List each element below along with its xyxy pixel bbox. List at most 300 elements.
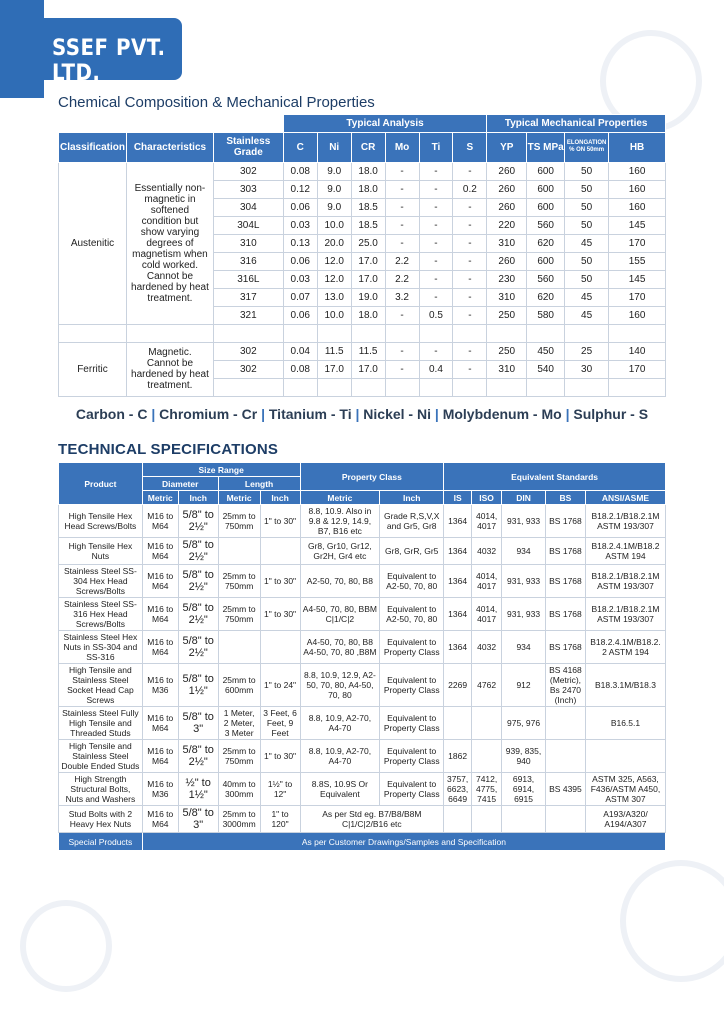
- data-cell: 0.06: [283, 306, 317, 324]
- data-cell: 11.5: [317, 342, 351, 360]
- spec-cell: 1364: [444, 505, 472, 538]
- spec-cell: Equivalent to Property Class: [380, 707, 444, 740]
- spec-cell: 931, 933: [502, 505, 546, 538]
- data-cell: 3.2: [385, 288, 419, 306]
- data-cell: 50: [565, 252, 609, 270]
- empty-cell: [351, 324, 385, 342]
- spec-cell: [218, 631, 260, 664]
- data-cell: 310: [213, 234, 283, 252]
- spec-cell: A2-50, 70, 80, B8: [300, 565, 380, 598]
- spec-cell: 8.8, 10.9. Also in 9.8 & 12.9, 14.9, B7, B16 etc: [300, 505, 380, 538]
- header-diameter-inch: Inch: [178, 491, 218, 505]
- data-cell: -: [385, 306, 419, 324]
- data-cell: 145: [609, 270, 666, 288]
- data-cell: 25.0: [351, 234, 385, 252]
- data-cell: 260: [487, 198, 527, 216]
- spec-cell: Equivalent to Property Class: [380, 631, 444, 664]
- data-cell: 0.08: [283, 360, 317, 378]
- header-typical-analysis: Typical Analysis: [283, 115, 487, 133]
- data-cell: -: [385, 162, 419, 180]
- header-class-metric: Metric: [300, 491, 380, 505]
- data-cell: 230: [487, 270, 527, 288]
- spec-cell: 5/8" to 2½": [178, 538, 218, 565]
- data-cell: -: [453, 234, 487, 252]
- header-hb: HB: [609, 132, 666, 162]
- legend-sulphur: Sulphur - S: [573, 406, 649, 422]
- data-cell: 302: [213, 360, 283, 378]
- empty-cell: [609, 324, 666, 342]
- spec-cell: 1" to 120": [260, 806, 300, 833]
- header-classification: Classification: [59, 132, 127, 162]
- legend-carbon: Carbon - C: [75, 406, 148, 422]
- data-cell: 317: [213, 288, 283, 306]
- header-is: IS: [444, 491, 472, 505]
- spec-cell: B18.2.4.1M/B18.2. 2 ASTM 194: [585, 631, 665, 664]
- spec-cell: [260, 631, 300, 664]
- spec-cell: Gr8, Gr10, Gr12, Gr2H, Gr4 etc: [300, 538, 380, 565]
- data-cell: 50: [565, 198, 609, 216]
- spec-cell: 4014, 4017: [472, 598, 502, 631]
- data-cell: 303: [213, 180, 283, 198]
- data-cell: 0.03: [283, 270, 317, 288]
- table-row: [59, 565, 666, 598]
- spec-cell: 25mm to 3000mm: [218, 806, 260, 833]
- classification-cell: Austenitic: [59, 162, 127, 324]
- header-mechanical-properties: Typical Mechanical Properties: [487, 115, 666, 133]
- data-cell: 0.06: [283, 252, 317, 270]
- header-length: Length: [218, 477, 300, 491]
- spec-cell: Equivalent to A2-50, 70, 80: [380, 598, 444, 631]
- data-cell: 310: [487, 234, 527, 252]
- empty-cell: [419, 324, 453, 342]
- header-ts: TS MPa: [527, 132, 565, 162]
- spec-cell: A193/A320/ A194/A307: [585, 806, 665, 833]
- data-cell: 17.0: [317, 360, 351, 378]
- legend-nickel: Nickel - Ni: [363, 406, 431, 422]
- spec-cell: B18.2.4.1M/B18.2 ASTM 194: [585, 538, 665, 565]
- legend-molybdenum: Molybdenum - Mo: [442, 406, 562, 422]
- spec-cell: 6913, 6914, 6915: [502, 773, 546, 806]
- spec-cell: 5/8" to 2½": [178, 505, 218, 538]
- spec-cell: [502, 806, 546, 833]
- header-length-metric: Metric: [218, 491, 260, 505]
- header-size-range: Size Range: [142, 463, 300, 477]
- spec-cell: 912: [502, 664, 546, 707]
- data-cell: 160: [609, 180, 666, 198]
- spec-cell: ½" to 1½": [178, 773, 218, 806]
- legend-chromium: Chromium - Cr: [159, 406, 258, 422]
- section-title-chemical: Chemical Composition & Mechanical Properties: [58, 94, 375, 111]
- spec-cell: 5/8" to 2½": [178, 598, 218, 631]
- data-cell: 560: [527, 216, 565, 234]
- table-row: [59, 162, 666, 180]
- data-cell: -: [385, 216, 419, 234]
- data-cell: 17.0: [351, 252, 385, 270]
- data-cell: 310: [487, 288, 527, 306]
- spec-cell: 25mm to 750mm: [218, 565, 260, 598]
- data-cell: -: [419, 342, 453, 360]
- brand-banner: [0, 18, 182, 86]
- empty-cell: [565, 378, 609, 396]
- product-cell: Stainless Steel SS-304 Hex Head Screws/Bolts: [59, 565, 143, 598]
- spec-cell: Gr8, GrR, Gr5: [380, 538, 444, 565]
- empty-cell: [565, 324, 609, 342]
- spec-cell: 3 Feet, 6 Feet, 9 Feet: [260, 707, 300, 740]
- data-cell: 260: [487, 252, 527, 270]
- spec-cell: Equivalent to A2-50, 70, 80: [380, 565, 444, 598]
- spec-cell: [545, 707, 585, 740]
- spec-cell: [472, 740, 502, 773]
- data-cell: 170: [609, 234, 666, 252]
- spec-cell: 975, 976: [502, 707, 546, 740]
- header-ni: Ni: [317, 132, 351, 162]
- spec-cell: 8.8, 10.9, 12.9, A2-50, 70, 80, A4-50, 70, 80: [300, 664, 380, 707]
- table-row: [59, 664, 666, 707]
- spec-cell: 1 Meter, 2 Meter, 3 Meter: [218, 707, 260, 740]
- spec-cell: 25mm to 750mm: [218, 740, 260, 773]
- spec-cell: M16 to M64: [142, 631, 178, 664]
- separator-row: [59, 324, 666, 342]
- spec-cell: [545, 740, 585, 773]
- data-cell: 600: [527, 180, 565, 198]
- product-cell: High Tensile and Stainless Steel Socket Head Cap Screws: [59, 664, 143, 707]
- spec-cell: 4032: [472, 538, 502, 565]
- empty-cell: [419, 378, 453, 396]
- spec-cell: Equivalent to Property Class: [380, 773, 444, 806]
- data-cell: -: [453, 360, 487, 378]
- spec-cell: 8.8, 10.9, A2-70, A4-70: [300, 707, 380, 740]
- spec-cell: BS 1768: [545, 505, 585, 538]
- data-cell: 18.5: [351, 216, 385, 234]
- data-cell: 302: [213, 162, 283, 180]
- data-cell: 17.0: [351, 270, 385, 288]
- product-cell: High Tensile Hex Nuts: [59, 538, 143, 565]
- header-s: S: [453, 132, 487, 162]
- data-cell: 9.0: [317, 180, 351, 198]
- data-cell: -: [419, 252, 453, 270]
- header-c: C: [283, 132, 317, 162]
- data-cell: 0.2: [453, 180, 487, 198]
- table-row: [59, 505, 666, 538]
- spec-cell: B18.2.1/B18.2.1M ASTM 193/307: [585, 505, 665, 538]
- element-legend: Carbon - C | Chromium - Cr | Titanium - Ti | Nickel - Ni | Molybdenum - Mo | Sulphur - S: [75, 406, 649, 422]
- product-cell: Stainless Steel Fully High Tensile and Threaded Studs: [59, 707, 143, 740]
- empty-cell: [283, 378, 317, 396]
- spec-cell: [585, 740, 665, 773]
- spec-cell: [260, 538, 300, 565]
- product-cell: Stainless Steel Hex Nuts in SS-304 and SS-316: [59, 631, 143, 664]
- spec-cell: 7412, 4775, 7415: [472, 773, 502, 806]
- data-cell: 50: [565, 270, 609, 288]
- data-cell: 10.0: [317, 216, 351, 234]
- spec-cell: 939, 835, 940: [502, 740, 546, 773]
- data-cell: -: [453, 306, 487, 324]
- empty-cell: [453, 378, 487, 396]
- product-cell: High Tensile and Stainless Steel Double Ended Studs: [59, 740, 143, 773]
- spec-cell: B16.5.1: [585, 707, 665, 740]
- table-row: [59, 538, 666, 565]
- data-cell: 160: [609, 306, 666, 324]
- data-cell: 0.08: [283, 162, 317, 180]
- spec-cell: BS 4395: [545, 773, 585, 806]
- data-cell: -: [385, 180, 419, 198]
- spec-cell: BS 1768: [545, 538, 585, 565]
- spec-cell: 5/8" to 2½": [178, 740, 218, 773]
- data-cell: 9.0: [317, 162, 351, 180]
- spec-cell: [472, 707, 502, 740]
- spec-cell: 8.8, 10.9, A2-70, A4-70: [300, 740, 380, 773]
- table-row: [59, 773, 666, 806]
- header-product: Product: [59, 463, 143, 505]
- data-cell: -: [385, 342, 419, 360]
- spec-cell: [444, 707, 472, 740]
- section-title-technical: TECHNICAL SPECIFICATIONS: [58, 441, 279, 458]
- spec-cell: [545, 806, 585, 833]
- spec-cell: 931, 933: [502, 565, 546, 598]
- empty-cell: [527, 378, 565, 396]
- legend-titanium: Titanium - Ti: [268, 406, 352, 422]
- spec-cell: M16 to M36: [142, 773, 178, 806]
- header-equivalent-standards: Equivalent Standards: [444, 463, 666, 491]
- data-cell: 0.06: [283, 198, 317, 216]
- empty-cell: [59, 324, 127, 342]
- data-cell: -: [453, 162, 487, 180]
- spec-cell: Equivalent to Property Class: [380, 664, 444, 707]
- data-cell: 155: [609, 252, 666, 270]
- data-cell: 321: [213, 306, 283, 324]
- data-cell: 10.0: [317, 306, 351, 324]
- spec-cell: 934: [502, 538, 546, 565]
- spec-cell: 1364: [444, 538, 472, 565]
- data-cell: -: [453, 270, 487, 288]
- spec-cell: 5/8" to 1½": [178, 664, 218, 707]
- empty-cell: [527, 324, 565, 342]
- spec-cell: 1" to 30": [260, 505, 300, 538]
- data-cell: 250: [487, 306, 527, 324]
- data-cell: 302: [213, 342, 283, 360]
- spec-cell: M16 to M64: [142, 598, 178, 631]
- data-cell: 600: [527, 252, 565, 270]
- spec-cell: BS 4168 (Metric), Bs 2470 (Inch): [545, 664, 585, 707]
- data-cell: -: [453, 216, 487, 234]
- spec-cell: As per Std eg. B7/B8/B8M C|1/C|2/B16 etc: [300, 806, 444, 833]
- data-cell: 18.5: [351, 198, 385, 216]
- classification-cell: Ferritic: [59, 342, 127, 396]
- empty-cell: [213, 324, 283, 342]
- spec-cell: 1" to 30": [260, 740, 300, 773]
- product-cell: Stainless Steel SS-316 Hex Head Screws/Bolts: [59, 598, 143, 631]
- data-cell: 0.4: [419, 360, 453, 378]
- spec-cell: 1364: [444, 565, 472, 598]
- spec-cell: M16 to M64: [142, 505, 178, 538]
- spec-cell: A4-50, 70, 80, B8 A4-50, 70, 80 ,B8M: [300, 631, 380, 664]
- spec-cell: 4762: [472, 664, 502, 707]
- data-cell: 304L: [213, 216, 283, 234]
- brand-name: SSEF PVT. LTD.: [52, 36, 166, 86]
- data-cell: 170: [609, 360, 666, 378]
- header-din: DIN: [502, 491, 546, 505]
- spec-cell: 5/8" to 3": [178, 806, 218, 833]
- data-cell: 620: [527, 288, 565, 306]
- data-cell: 11.5: [351, 342, 385, 360]
- data-cell: 580: [527, 306, 565, 324]
- spec-cell: M16 to M64: [142, 538, 178, 565]
- data-cell: 160: [609, 162, 666, 180]
- product-cell: High Strength Structural Bolts, Nuts and Washers: [59, 773, 143, 806]
- spec-cell: 25mm to 600mm: [218, 664, 260, 707]
- data-cell: -: [453, 198, 487, 216]
- product-cell: High Tensile Hex Head Screws/Bolts: [59, 505, 143, 538]
- data-cell: 0.5: [419, 306, 453, 324]
- bg-decoration: [20, 900, 112, 992]
- empty-cell: [317, 324, 351, 342]
- header-class-inch: Inch: [380, 491, 444, 505]
- data-cell: 13.0: [317, 288, 351, 306]
- table-row: [59, 806, 666, 833]
- spec-cell: 5/8" to 2½": [178, 631, 218, 664]
- data-cell: 0.04: [283, 342, 317, 360]
- data-cell: -: [453, 252, 487, 270]
- spec-cell: B18.2.1/B18.2.1M ASTM 193/307: [585, 565, 665, 598]
- spec-cell: 4032: [472, 631, 502, 664]
- header-ti: Ti: [419, 132, 453, 162]
- spec-cell: 1½" to 12": [260, 773, 300, 806]
- data-cell: 316: [213, 252, 283, 270]
- spec-cell: ASTM 325, A563, F436/ASTM A450, ASTM 307: [585, 773, 665, 806]
- bg-decoration: [620, 860, 724, 982]
- data-cell: 45: [565, 288, 609, 306]
- data-cell: -: [385, 360, 419, 378]
- header-ansi: ANSI/ASME: [585, 491, 665, 505]
- spec-cell: 5/8" to 3": [178, 707, 218, 740]
- data-cell: 18.0: [351, 180, 385, 198]
- data-cell: -: [419, 270, 453, 288]
- special-products-label: Special Products: [59, 833, 143, 851]
- spec-cell: B18.2.1/B18.2.1M ASTM 193/307: [585, 598, 665, 631]
- data-cell: 220: [487, 216, 527, 234]
- spec-cell: 1" to 30": [260, 598, 300, 631]
- spec-cell: B18.3.1M/B18.3: [585, 664, 665, 707]
- data-cell: -: [385, 198, 419, 216]
- header-bs: BS: [545, 491, 585, 505]
- empty-cell: [213, 378, 283, 396]
- data-cell: 600: [527, 198, 565, 216]
- empty-cell: [453, 324, 487, 342]
- spec-cell: 5/8" to 2½": [178, 565, 218, 598]
- data-cell: 304: [213, 198, 283, 216]
- spec-cell: [472, 806, 502, 833]
- data-cell: 2.2: [385, 270, 419, 288]
- data-cell: 310: [487, 360, 527, 378]
- data-cell: 25: [565, 342, 609, 360]
- table-row: [59, 598, 666, 631]
- spec-cell: A4-50, 70, 80, BBM C|1/C|2: [300, 598, 380, 631]
- spec-cell: 8.8S, 10.9S Or Equivalent: [300, 773, 380, 806]
- data-cell: 50: [565, 162, 609, 180]
- empty-cell: [317, 378, 351, 396]
- spec-cell: M16 to M64: [142, 565, 178, 598]
- data-cell: 250: [487, 342, 527, 360]
- data-cell: -: [385, 234, 419, 252]
- data-cell: -: [419, 162, 453, 180]
- data-cell: 50: [565, 180, 609, 198]
- data-cell: 160: [609, 198, 666, 216]
- spec-cell: Grade R,S,V,X and Gr5, Gr8: [380, 505, 444, 538]
- data-cell: -: [419, 198, 453, 216]
- characteristics-cell: Essentially non-magnetic in softened condition but show varying degrees of magnetism when cold worked. Cannot be hardened by heat treatment.: [126, 162, 213, 324]
- spec-cell: M16 to M36: [142, 664, 178, 707]
- spec-cell: 25mm to 750mm: [218, 598, 260, 631]
- spec-cell: M16 to M64: [142, 806, 178, 833]
- header-diameter-metric: Metric: [142, 491, 178, 505]
- data-cell: 18.0: [351, 162, 385, 180]
- data-cell: 9.0: [317, 198, 351, 216]
- header-grade: Stainless Grade: [213, 132, 283, 162]
- spec-cell: BS 1768: [545, 631, 585, 664]
- data-cell: 45: [565, 234, 609, 252]
- special-products-text: As per Customer Drawings/Samples and Specification: [142, 833, 665, 851]
- header-mo: Mo: [385, 132, 419, 162]
- spec-cell: 2269: [444, 664, 472, 707]
- empty-cell: [351, 378, 385, 396]
- header-characteristics: Characteristics: [126, 132, 213, 162]
- data-cell: -: [419, 234, 453, 252]
- data-cell: 0.07: [283, 288, 317, 306]
- data-cell: -: [453, 342, 487, 360]
- table-row: [59, 707, 666, 740]
- data-cell: 45: [565, 306, 609, 324]
- table-row: [59, 631, 666, 664]
- data-cell: 50: [565, 216, 609, 234]
- table-row: [59, 342, 666, 360]
- characteristics-cell: Magnetic. Cannot be hardened by heat treatment.: [126, 342, 213, 396]
- data-cell: 450: [527, 342, 565, 360]
- data-cell: 20.0: [317, 234, 351, 252]
- header-cr: CR: [351, 132, 385, 162]
- data-cell: 540: [527, 360, 565, 378]
- empty-cell: [283, 324, 317, 342]
- data-cell: -: [419, 216, 453, 234]
- data-cell: 260: [487, 180, 527, 198]
- data-cell: -: [419, 180, 453, 198]
- empty-cell: [487, 378, 527, 396]
- data-cell: 0.03: [283, 216, 317, 234]
- data-cell: 0.12: [283, 180, 317, 198]
- empty-cell: [385, 324, 419, 342]
- header-length-inch: Inch: [260, 491, 300, 505]
- spec-cell: 1" to 30": [260, 565, 300, 598]
- data-cell: 0.13: [283, 234, 317, 252]
- empty-cell: [487, 324, 527, 342]
- data-cell: -: [453, 288, 487, 306]
- data-cell: 140: [609, 342, 666, 360]
- table-row: [59, 740, 666, 773]
- empty-cell: [609, 378, 666, 396]
- spec-cell: 3757, 6623, 6649: [444, 773, 472, 806]
- data-cell: 620: [527, 234, 565, 252]
- spec-cell: BS 1768: [545, 565, 585, 598]
- header-elongation: ELONGATION % ON 50mm: [565, 132, 609, 162]
- header-iso: ISO: [472, 491, 502, 505]
- data-cell: 30: [565, 360, 609, 378]
- data-cell: 12.0: [317, 252, 351, 270]
- data-cell: 600: [527, 162, 565, 180]
- data-cell: 316L: [213, 270, 283, 288]
- spec-cell: Equivalent to Property Class: [380, 740, 444, 773]
- spec-cell: 25mm to 750mm: [218, 505, 260, 538]
- spec-cell: 1364: [444, 598, 472, 631]
- header-property-class: Property Class: [300, 463, 444, 491]
